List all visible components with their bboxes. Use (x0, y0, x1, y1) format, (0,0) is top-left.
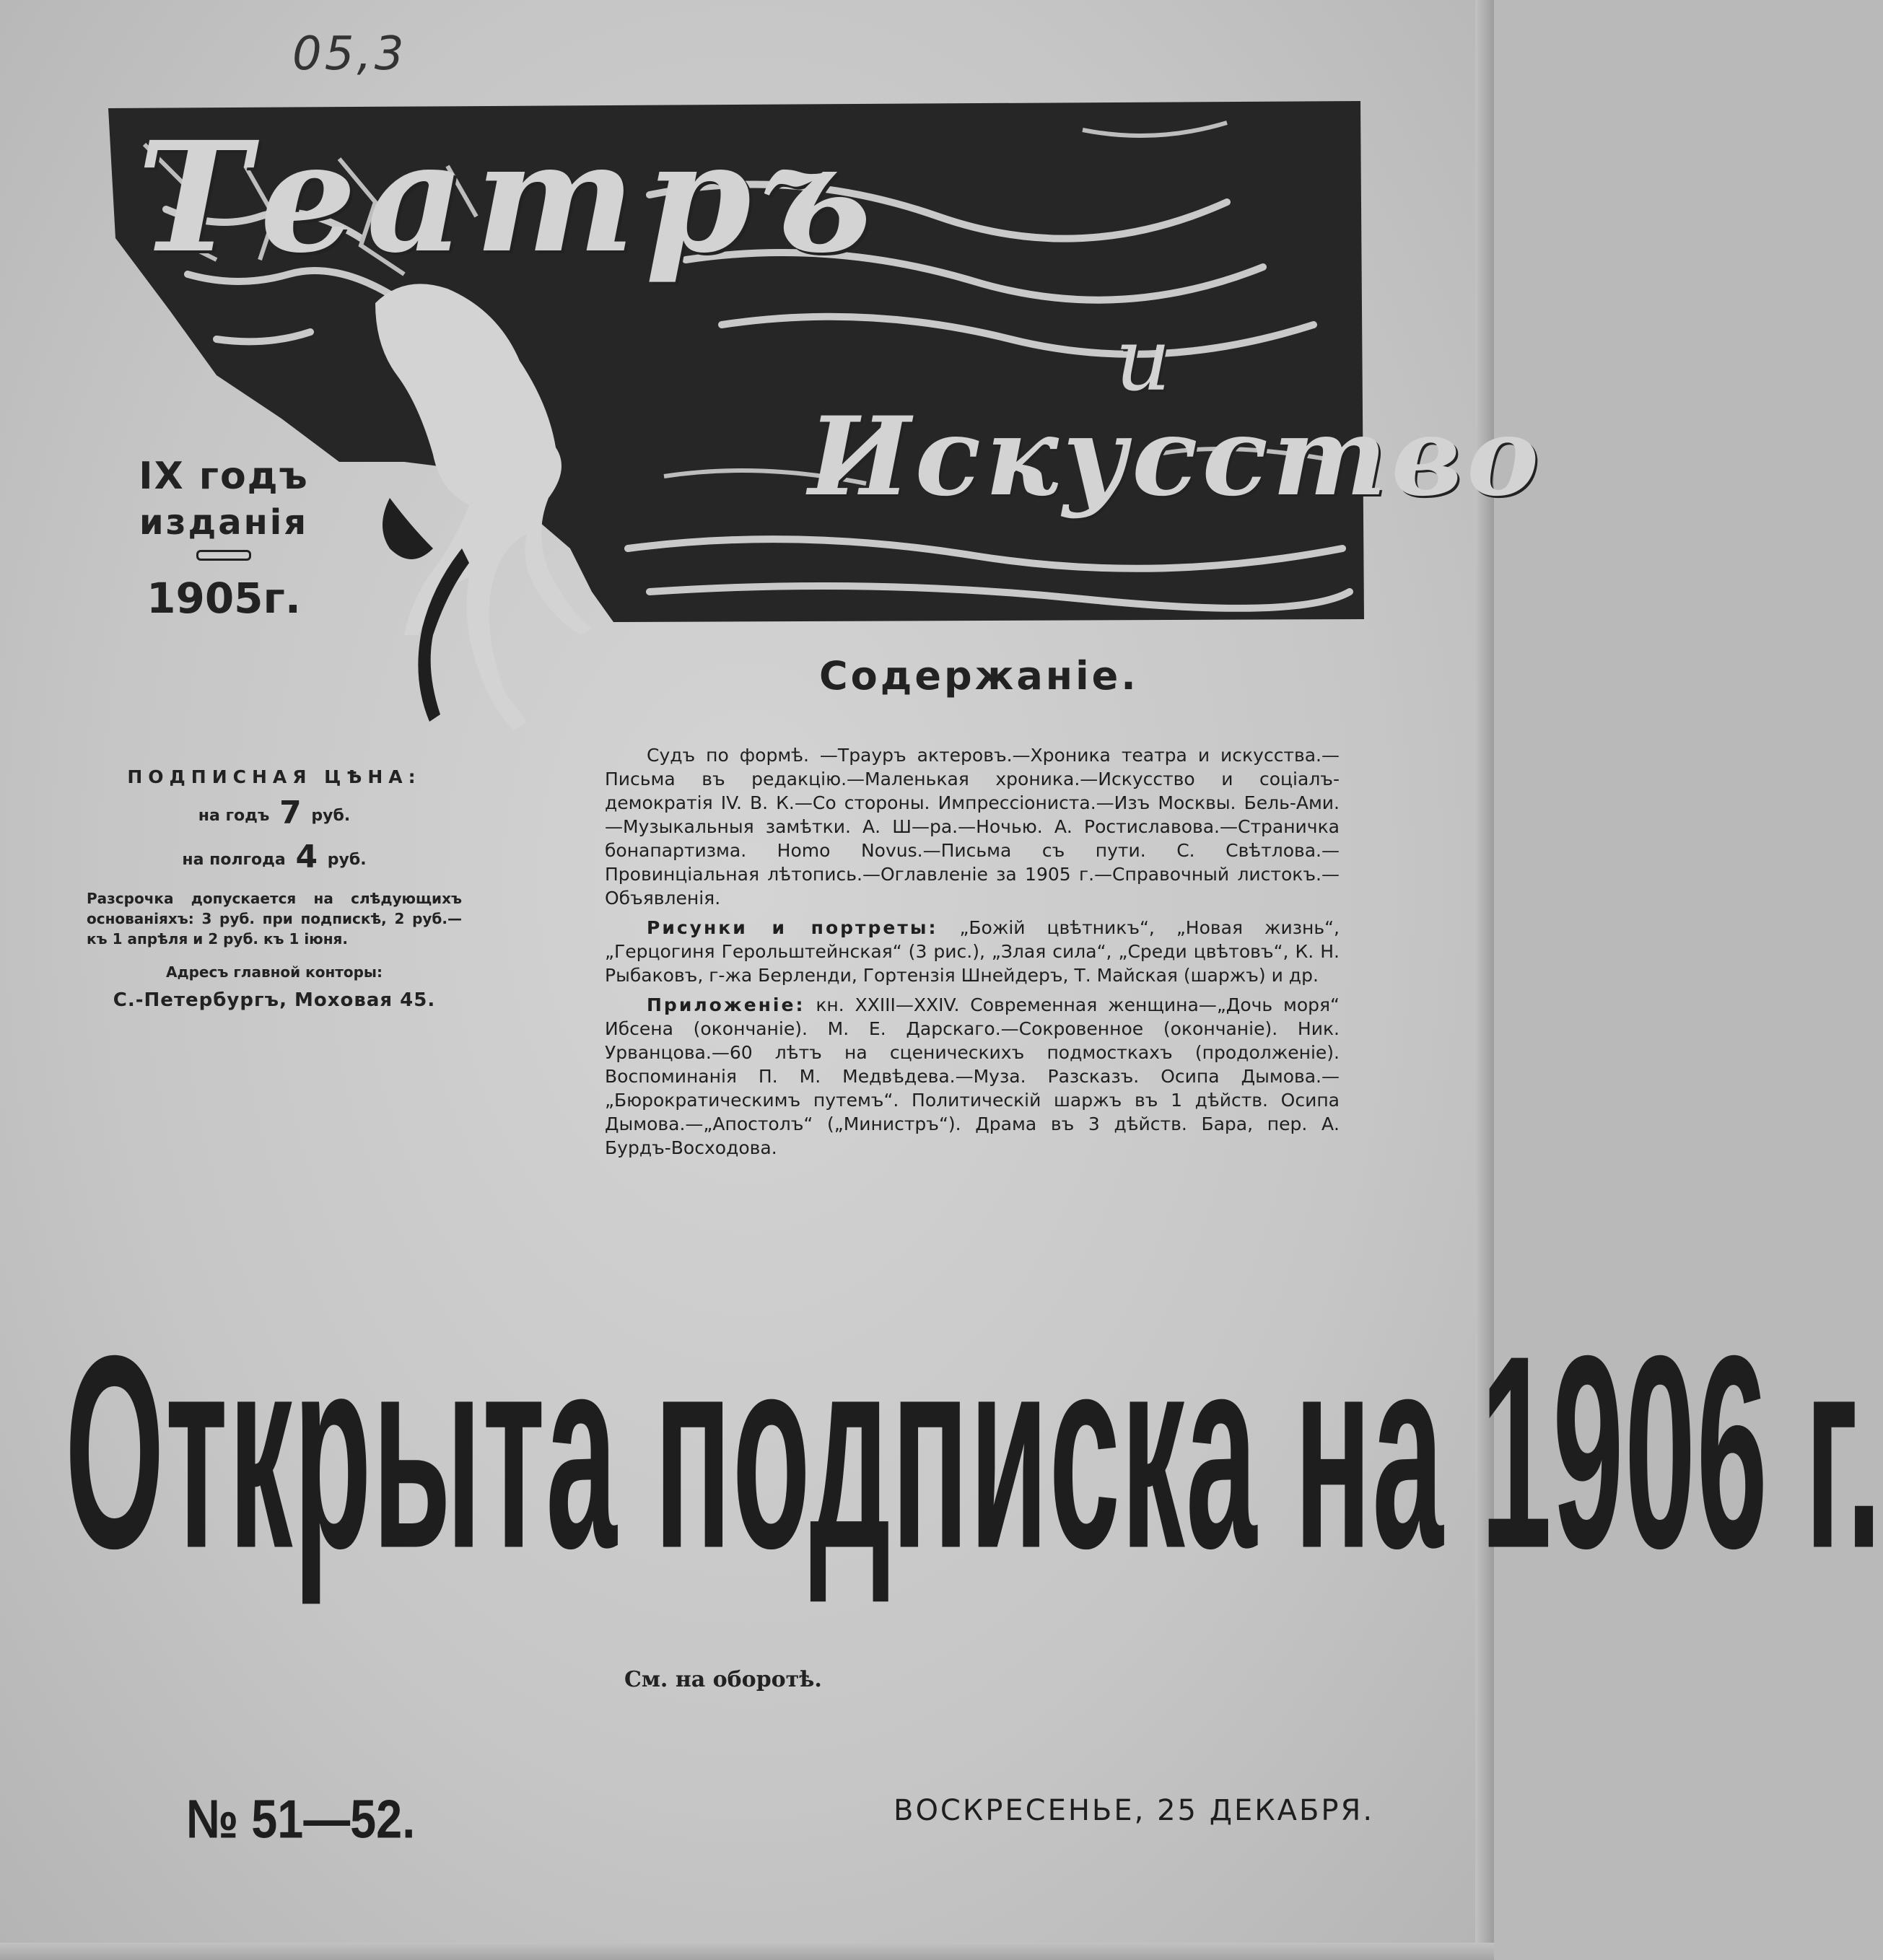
archive-mark: 05,3 (292, 27, 407, 81)
edition-label: изданія (139, 502, 309, 543)
illustrations-list: „Божій цвѣтникъ“, „Новая жизнь“, „Герцогиня Герольштейнская“ (3 рис.), „Злая сила“, „Среди цвѣтовъ“, К. Н. Рыбаковъ, г-жа Берленди, Гортензія Шнейдеръ, Т. Майская (шаржъ) и др. (605, 917, 1340, 986)
issue-number: № 51—52. (186, 1789, 416, 1850)
masthead-subtitle: Искусство (808, 393, 1544, 520)
table-of-contents (605, 743, 1340, 1165)
horse-flame-shadow (383, 498, 433, 559)
masthead-banner (0, 0, 1544, 736)
installment-terms: Разсрочка допускается на слѣдующихъ основаніяхъ: 3 руб. при подпискѣ, 2 руб.—къ 1 апрѣля и 2 руб. къ 1 іюня. (87, 890, 462, 948)
contents-supplements (605, 993, 1340, 1160)
subscription-title: ПОДПИСНАЯ ЦѢНА: (127, 766, 421, 787)
price-half-year-line (87, 839, 462, 875)
contents-main: Судъ по формѣ. —Трауръ актеровъ.—Хроника театра и искусства.—Письма въ редакцію.—Маленькая хроника.—Искусство и соціалъ-демократія IV. В. К.—Со стороны. Импрессіониста.—Изъ Москвы. Бель-Ами.—Музыкальныя замѣтки. А. Ш—ра.—Ночью. А. Ростиславова.—Страничка бонапартизма. Homo Novus.—Письма съ пути. С. Свѣтлова.—Провинціальная лѣтопись.—Оглавленіе за 1905 г.—Справочный листокъ.—Объявленія. (605, 745, 1340, 909)
contents-illustrations (605, 916, 1340, 987)
price-year-line (87, 795, 462, 831)
masthead-title: Театръ (137, 108, 882, 286)
edition-divider (196, 550, 251, 561)
issue-date: ВОСКРЕСЕНЬЕ, 25 ДЕКАБРЯ. (894, 1794, 1375, 1827)
supplements-label: Приложеніе: (647, 994, 805, 1015)
illustrations-label: Рисунки и портреты: (647, 917, 938, 938)
subscription-announcement (65, 1277, 1883, 1606)
supplements-list: кн. XXIII—XXIV. Современная женщина—„Дочь моря“ Ибсена (окончаніе). М. Е. Дарскаго.—Сокровенное (окончаніе). Ник. Урванцова.—60 лѣтъ на сценическихъ подмосткахъ (продолженіе). Воспоминанія П. М. Медвѣдева.—Муза. Разсказъ. Осипа Дымова.—„Бюрократическимъ путемъ“. Политическій шаржъ въ 1 дѣйств. Осипа Дымова.—„Апостолъ“ („Министръ“). Драма въ 3 дѣйств. Бара, пер. А. Бурдъ-Восходова. (605, 994, 1340, 1158)
price-half-year-unit: руб. (327, 851, 367, 869)
announcement-text: Открыта подписка на 1906 г. (65, 1298, 1883, 1606)
price-year-prefix: на годъ (198, 807, 270, 825)
price-half-year-value: 4 (295, 839, 318, 875)
see-overleaf-note: См. на оборотѣ. (624, 1667, 822, 1692)
price-year-unit: руб. (311, 807, 351, 825)
paper-edge-bottom (0, 1943, 1494, 1960)
subscription-price-block (87, 766, 462, 1011)
edition-year-number: IX годъ (139, 455, 309, 498)
contents-heading: Содержаніе. (819, 653, 1139, 699)
price-half-year-prefix: на полгода (182, 851, 286, 869)
masthead-conjunction: и (1115, 310, 1171, 411)
office-address-label: Адресъ главной конторы: (165, 963, 383, 981)
office-address: С.-Петербургъ, Моховая 45. (113, 989, 436, 1011)
price-year-value: 7 (279, 795, 302, 831)
edition-year-block (108, 455, 339, 623)
edition-year: 1905г. (147, 574, 301, 623)
